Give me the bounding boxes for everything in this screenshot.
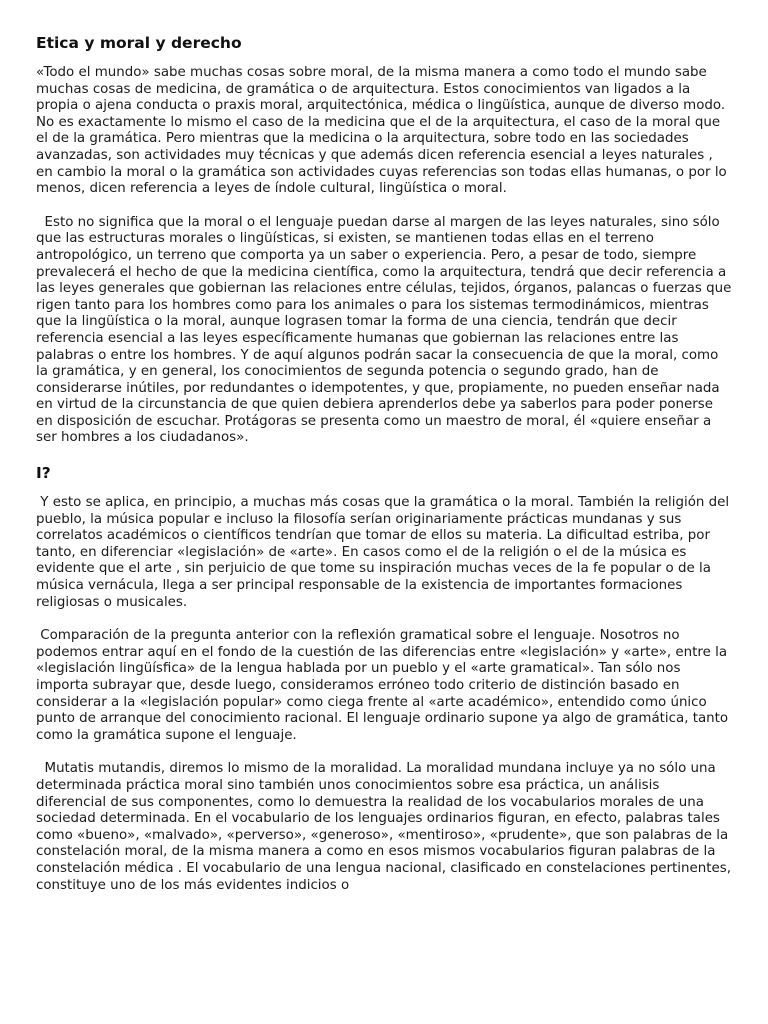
paragraph-1: «Todo el mundo» sabe muchas cosas sobre moral, de la misma manera a como todo el mundo sabe muchas cosas de medicina, de gramática o de arquitectura. Estos conocimientos van ligados a la propia o ajena conducta o praxis moral, arquitectónica, médica o lingüística, aunque de diverso modo. No es exactamente lo mismo el caso de la medicina que el de la arquitectura, el caso de la moral que el de la gramática. Pero mientras que la medicina o la arquitectura, sobre todo en las sociedades avanzadas, son actividades muy técnicas y que además dicen referencia esencial a leyes naturales , en cambio la moral o la gramática son actividades cuyas referencias son todas ellas humanas, o por lo menos, dicen referencia a leyes de índole cultural, lingüística o moral. [36, 65, 732, 197]
section-heading: I? [36, 464, 51, 483]
paragraph-2: Esto no significa que la moral o el lenguaje puedan darse al margen de las leyes naturales, sino sólo que las estructuras morales o lingüísticas, si existen, se mantienen todas ellas en el terreno antropológico, un terreno que comporta ya un saber o experiencia. Pero, a pesar de todo, siempre prevalecerá el hecho de que la medicina científica, como la arquitectura, tendrá que decir referencia a las leyes generales que gobiernan las relaciones entre células, tejidos, órganos, palancas o fuerzas que rigen tanto para los hombres como para los animales o para los sistemas termodinámicos, mientras que la lingüística o la moral, aunque lograsen tomar la forma de una ciencia, tendrán que decir referencia esencial a las leyes específicamente humanas que gobiernan las relaciones entre las palabras o entre los hombres. Y de aquí algunos podrán sacar la consecuencia de que la moral, como la gramática, y en general, los conocimientos de segunda potencia o segundo grado, han de considerarse inútiles, por redundantes o idempotentes, y que, propiamente, no pueden enseñar nada en virtud de la circunstancia de que quien debiera aprenderlos debe ya saberlos para poder ponerse en disposición de escuchar. Protágoras se presenta como un maestro de moral, él «quiere enseñar a ser hombres a los ciudadanos». [36, 214, 736, 446]
document-page [36, 34, 736, 911]
paragraph-3: Y esto se aplica, en principio, a muchas más cosas que la gramática o la moral. También la religión del pueblo, la música popular e incluso la filosofía serían originariamente prácticas mundanas y sus correlatos académicos o científicos tendrían que tomar de ellos su materia. La dificultad estriba, por tanto, en diferenciar «legislación» de «arte». En casos como el de la religión o el de la música es evidente que el arte , sin perjuicio de que tome su inspiración muchas veces de la fe popular o de la música vernácula, llega a ser principal responsable de la existencia de importantes formaciones religiosas o musicales. [36, 495, 734, 610]
paragraph-4: Comparación de la pregunta anterior con la reflexión gramatical sobre el lenguaje. Nosotros no podemos entrar aquí en el fondo de la cuestión de las diferencias entre «legislación» y «arte», entre la «legislación lingüísfica» de la lengua hablada por un pueblo y el «arte gramatical». Tan sólo nos importa subrayar que, desde luego, consideramos erróneo todo criterio de distinción basado en considerar a la «legislación popular» como ciega frente al «arte académico», entendido como único punto de arranque del conocimiento racional. El lenguaje ordinario supone ya algo de gramática, tanto como la gramática supone el lenguaje. [36, 628, 733, 743]
document-title: Etica y moral y derecho [36, 34, 242, 52]
paragraph-5: Mutatis mutandis, diremos lo mismo de la moralidad. La moralidad mundana incluye ya no sólo una determinada práctica moral sino también unos conocimientos sobre esa práctica, un análisis diferencial de sus componentes, como lo demuestra la realidad de los vocabularios morales de una sociedad determinada. En el vocabulario de los lenguajes ordinarios figuran, en efecto, palabras tales como «bueno», «malvado», «perverso», «generoso», «mentiroso», «prudente», que son palabras de la constelación moral, de la misma manera a como en esos mismos vocabularios figuran palabras de la constelación médica . El vocabulario de una lengua nacional, clasificado en constelaciones pertinentes, constituye uno de los más evidentes indicios o [36, 761, 736, 893]
